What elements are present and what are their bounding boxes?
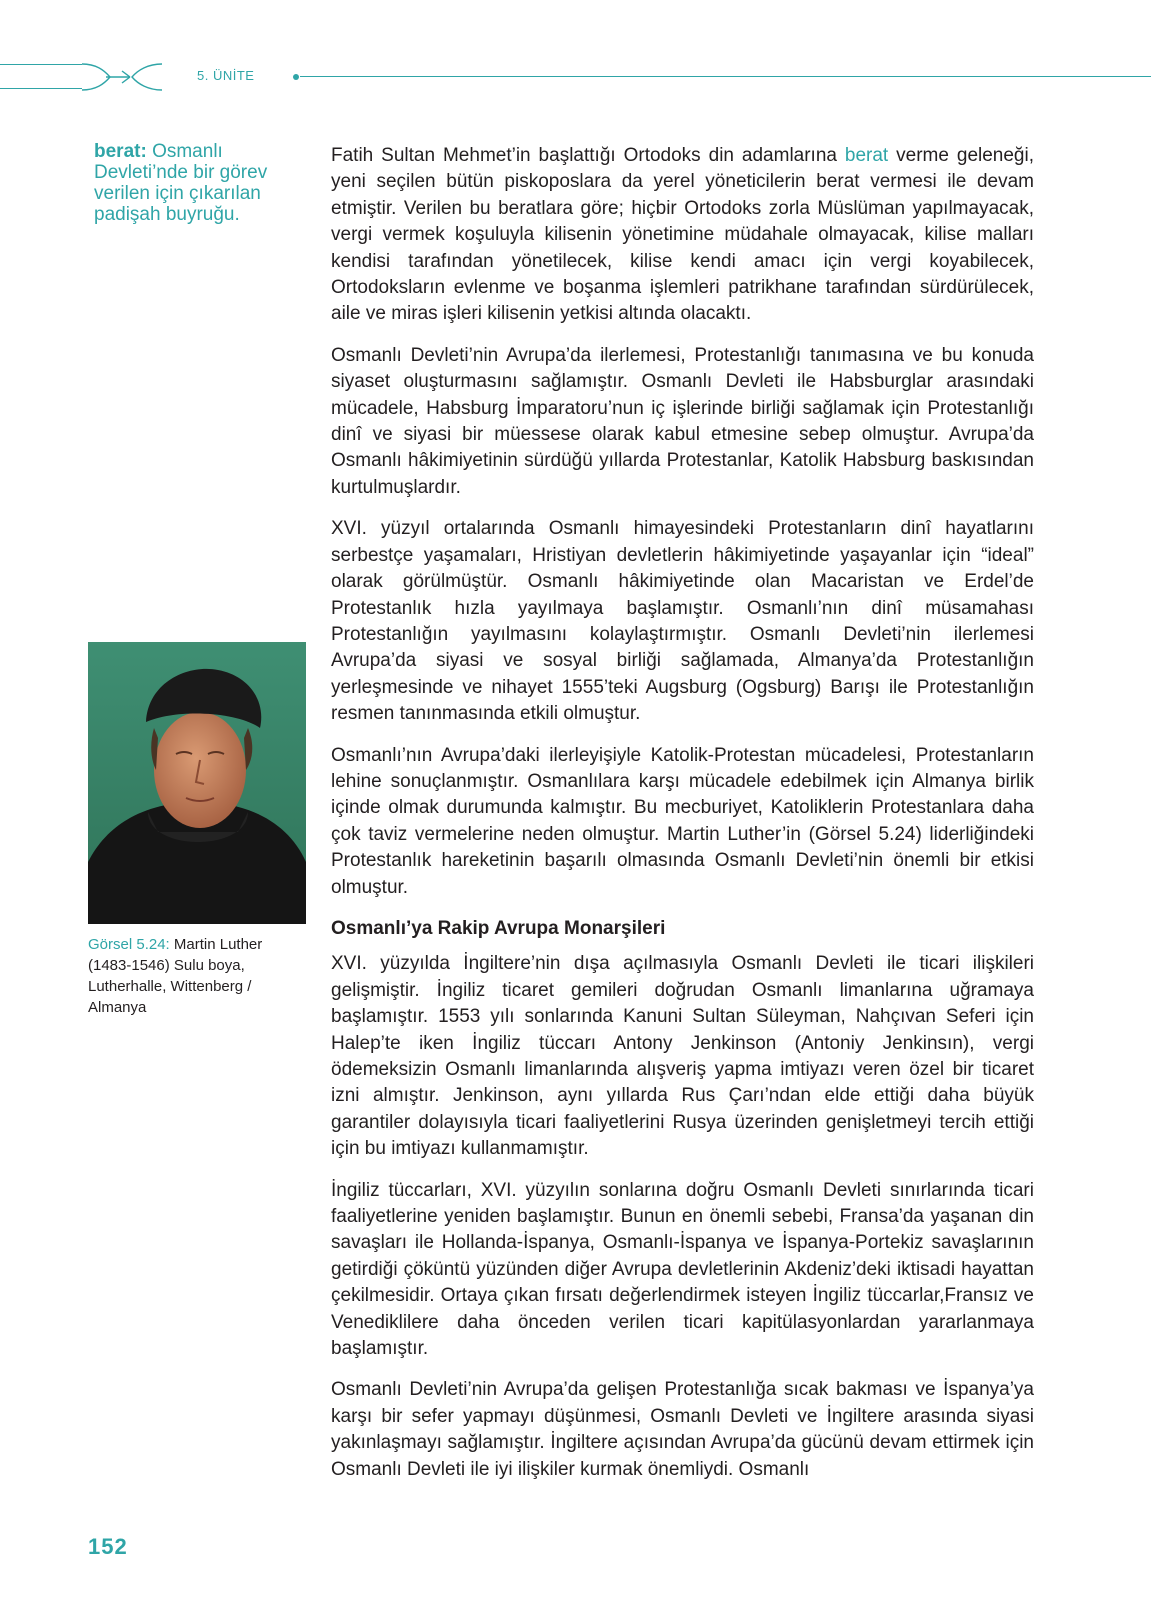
main-text [331,143,1034,1498]
header-rule-bottom [0,88,82,89]
header-ornament-icon [82,58,168,96]
inline-term-berat: berat [844,145,889,166]
martin-luther-portrait [88,642,306,924]
section-heading: Osmanlı’ya Rakip Avrupa Monarşileri [331,917,666,939]
glossary-term: berat: [94,141,147,162]
figure-caption-text: Martin Luther (1483-1546) Sulu boya, Lutherhalle, Wittenberg / Almanya [88,936,263,1016]
paragraph-3: XVI. yüzyıl ortalarında Osmanlı himayesindeki Protestanların dinî hayatlarını serbestçe yaşamaları, Hristiyan devletlerin hâkimiyetinde yaşayanlar için “ideal” olarak görülmüştür. Osmanlı hâkimiyetinde olan Macaristan ve Erdel’de Protestanlık hızla yayılmaya başlamıştır. Osmanlı’nın dinî müsamahası Protestanlığın yayılmasını kolaylaştırmıştır. Osmanlı Devleti’nin ilerlemesi Avrupa’da siyasi ve sosyal birliği sağlamada, Almanya’da Protestanlığın yerleşmesinde ve nihayet 1555’teki Augsburg (Ogsburg) Barışı ile Protestanlığın resmen tanınmasında etkili olmuştur. [331,518,1034,725]
unit-label: 5. ÜNİTE [197,68,255,83]
page-number: 152 [88,1534,128,1559]
glossary-definition: Osmanlı Devleti’nde bir görev verilen için çıkarılan padişah buyruğu. [94,141,268,225]
paragraph-4: Osmanlı’nın Avrupa’daki ilerleyişiyle Katolik-Protestan mücadelesi, Protestanların lehine sonuçlanmıştır. Osmanlılara karşı mücadele edebilmek için Almanya birlik içinde olmak durumunda kalmıştır. Bu mecburiyet, Katoliklerin Protestanlara daha çok taviz vermelerine neden olmuştur. Martin Luther’in (Görsel 5.24) liderliğindeki Protestanlık hareketinin başarılı olmasında Osmanlı Devleti’nin önemli bir etkisi olmuştur. [331,744,1034,898]
paragraph-6: İngiliz tüccarları, XVI. yüzyılın sonlarına doğru Osmanlı Devleti sınırlarında ticari faaliyetlerine yeniden başlamıştır. Bunun en önemli sebebi, Fransa’da yaşanan din savaşları ile Hollanda-İspanya, Osmanlı-İspanya ve İspanya-Portekiz savaşlarının getirdiği çöküntü yüzünden diğer Avrupa devletlerinin Akdeniz’deki iktisadi hayattan çekilmesidir. Ortaya çıkan fırsatı değerlendirmek isteyen İngiliz tüccarlar,Fransız ve Venediklilere daha önceden verilen ticari kapitülasyonlardan yararlanmaya başlamıştır. [331,1179,1034,1360]
header-rule-top [0,64,82,65]
paragraph-1 [331,143,1034,328]
paragraph-5: XVI. yüzyılda İngiltere’nin dışa açılmasıyla Osmanlı Devleti ile ticari ilişkileri gelişmiştir. İngiliz ticaret gemileri doğrudan Osmanlı limanlarına uğramaya başlamıştır. 1553 yılı sonlarında Kanuni Sultan Süleyman, Nahçıvan Seferi için Halep’te iken İngiliz tüccarı Antony Jenkinson (Antoniy Jenkinsın), vergi ödemeksizin Osmanlı limanlarında alışveriş yapma imtiyazı veren özel bir ticaret izni almıştır. Jenkinson, aynı yıllarda Rus Çarı’ndan elde ettiği daha büyük garantiler dolayısıyla ticari faaliyetlerini Rusya üzerinden genişletmeyi tercih ettiği için bu imtiyazı kullanmamıştır. [331,953,1034,1160]
paragraph-2: Osmanlı Devleti’nin Avrupa’da ilerlemesi, Protestanlığı tanımasına ve bu konuda siyaset oluşturmasını sağlamıştır. Osmanlı Devleti ile Habsburglar arasındaki mücadele, Habsburg İmparatoru’nun iç işlerinde birliği sağlamak için Protestanlığı dinî ve siyasi bir müessese olarak kabul etmesine sebep olmuştur. Avrupa’da Osmanlı hâkimiyetinin sürdüğü yıllarda Protestanlar, Katolik Habsburg baskısından kurtulmuşlardır. [331,344,1034,498]
header-rule-right [300,76,1151,77]
paragraph-1-start: Fatih Sultan Mehmet’in başlattığı Ortodoks din adamlarına [331,145,845,166]
paragraph-7: Osmanlı Devleti’nin Avrupa’da gelişen Protestanlığa sıcak bakması ve İspanya’ya karşı bir sefer yapmayı düşünmesi, Osmanlı Devleti ve İngiltere arasında siyasi yakınlaşmayı sağlamıştır. İngiltere açısından Avrupa’da gücünü devam ettirmek için Osmanlı Devleti ile iyi ilişkiler kurmak önemliydi. Osmanlı [331,1379,1034,1480]
figure-caption [88,934,303,1018]
header-dot [293,74,299,80]
paragraph-1-rest: verme geleneği, yeni seçilen bütün piskoposlara da yerel yöneticilerin berat vermesi ile devam etmiştir. Verilen bu beratlara göre; hiçbir Ortodoks zorla Müslüman yapılmayacak, vergi vermek koşuluyla kilisenin yönetimine müdahale olmayacak, kilise malları kendisi tarafından yönetilecek, kilise kendi amacı için vergi koyabilecek, Ortodoksların evlenme ve boşanma işlemleri patrikhane tarafından sürdürülecek, aile ve miras işleri kilisenin yetkisi altında olacaktı. [331,145,1034,325]
glossary-note [94,141,300,225]
figure-ref: Görsel 5.24: [88,936,170,953]
